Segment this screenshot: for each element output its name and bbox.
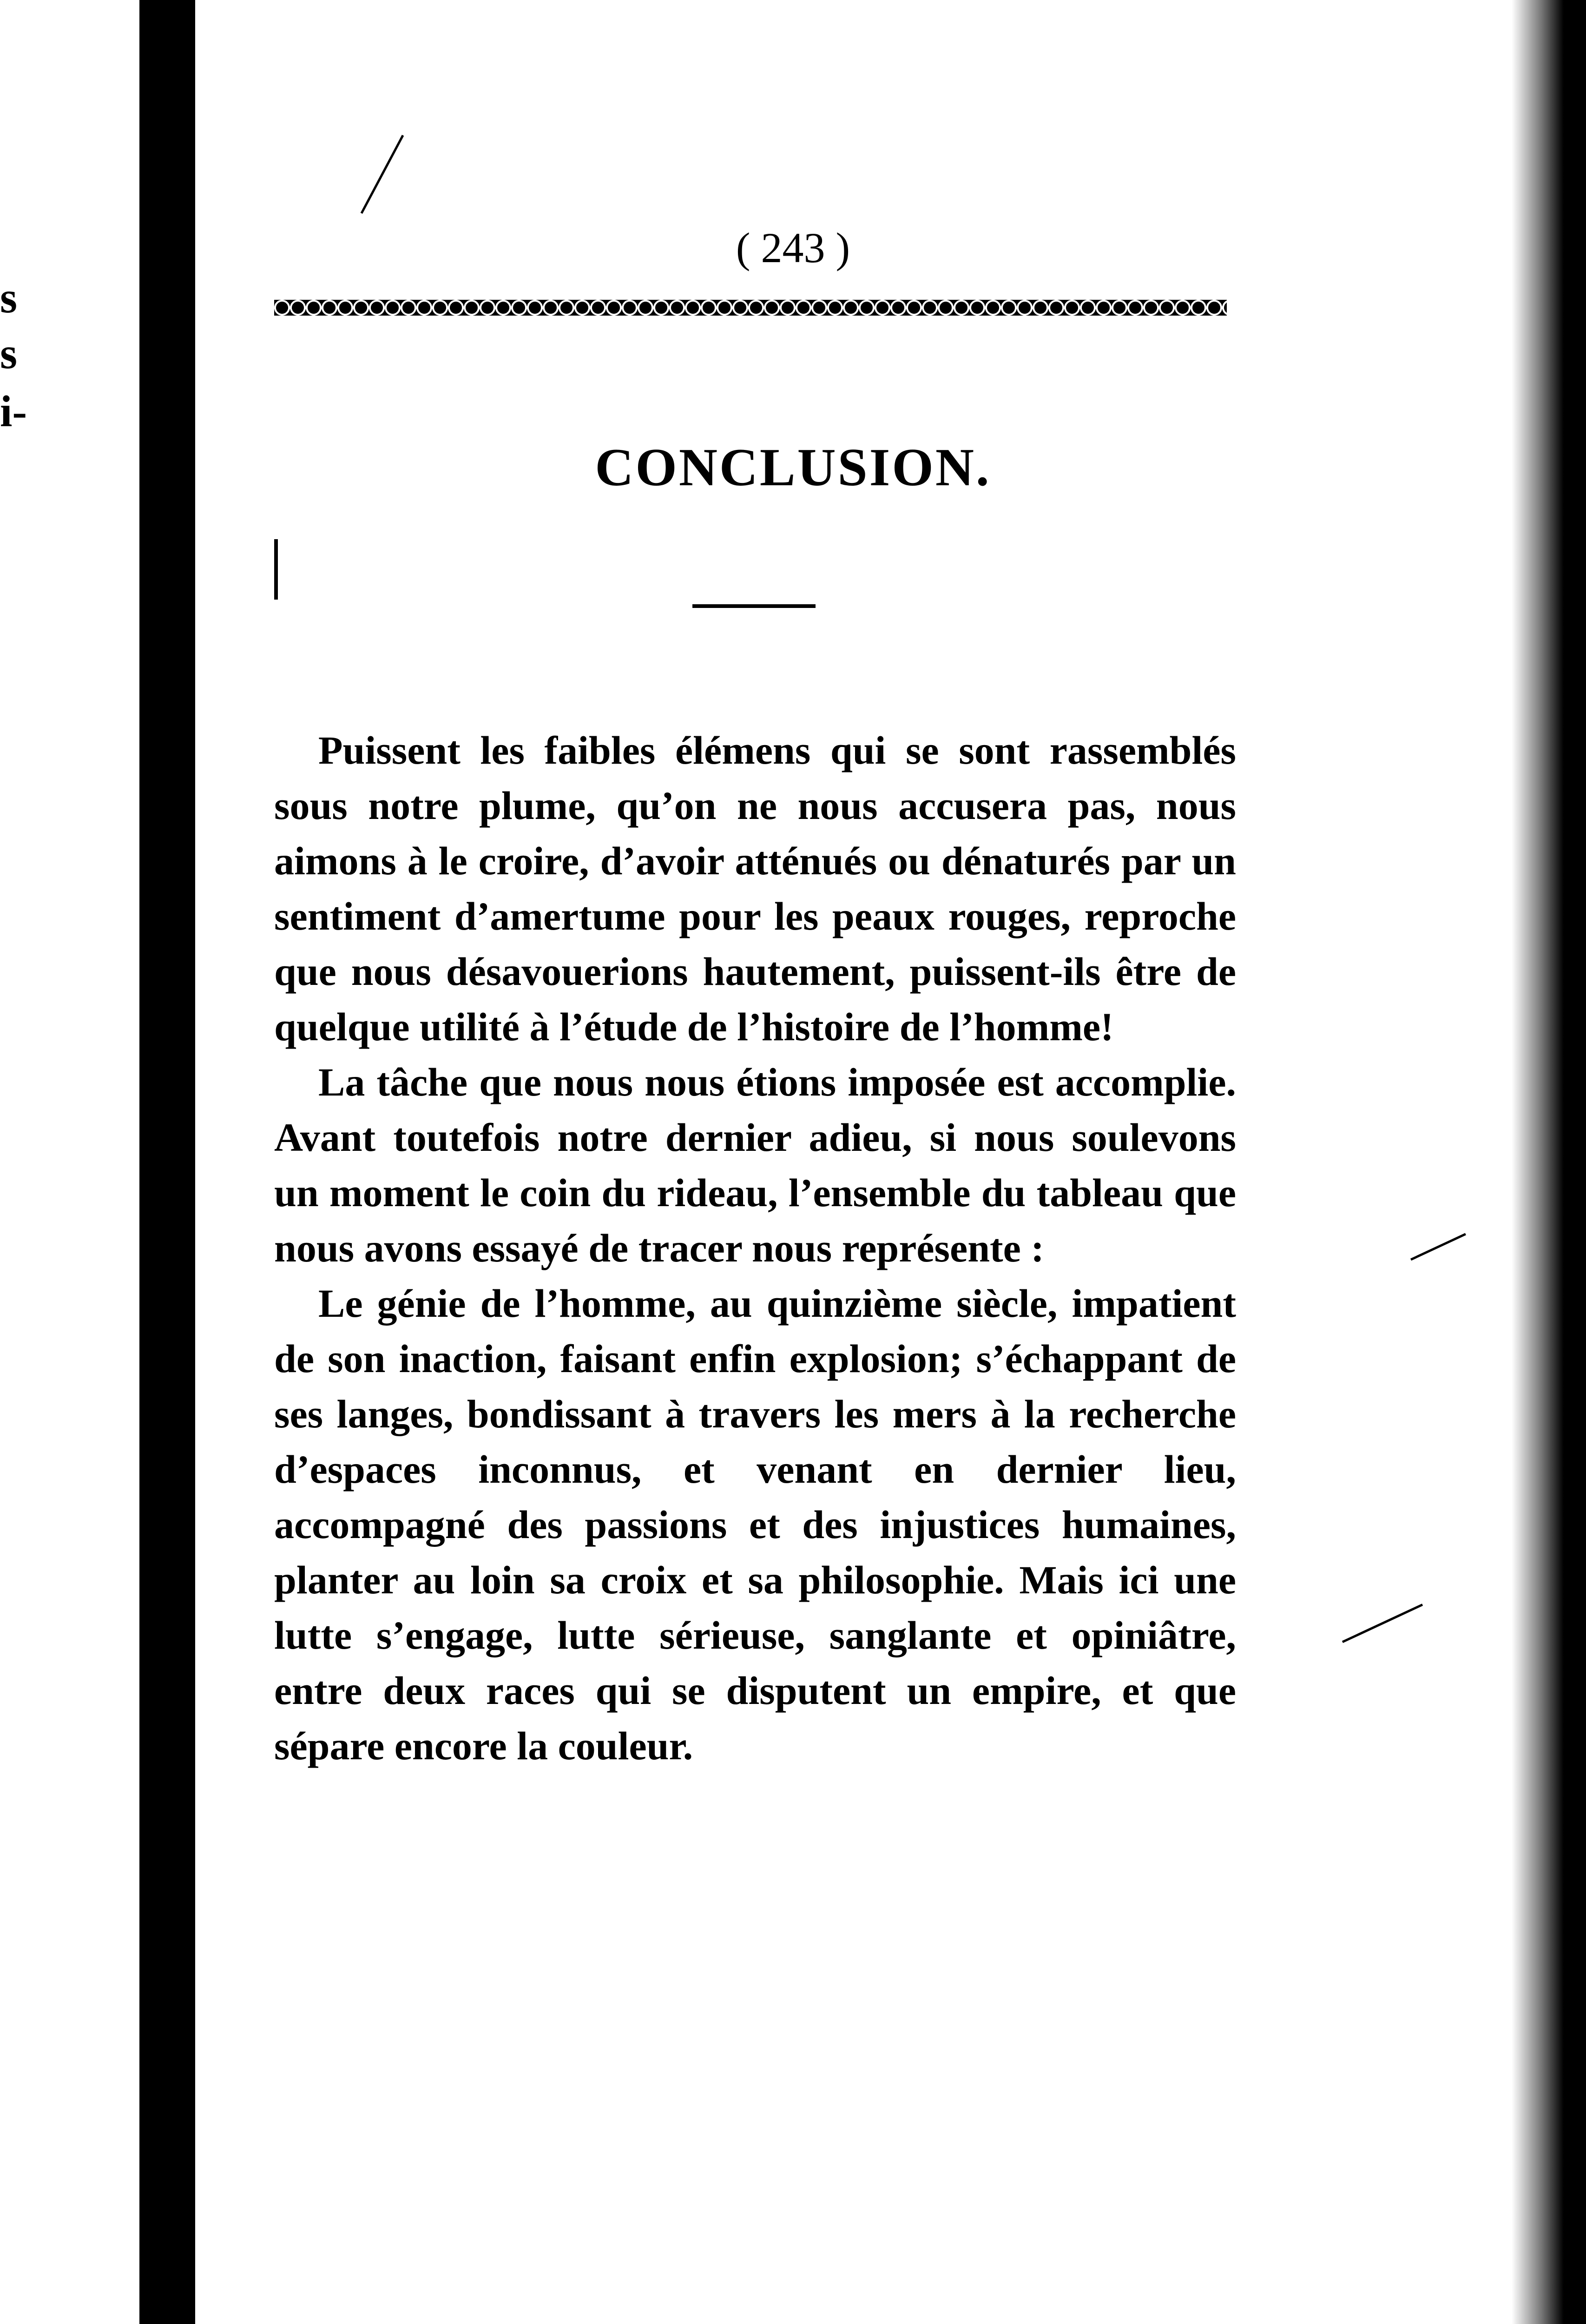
previous-page-margin — [0, 0, 139, 2324]
handwritten-mark — [274, 539, 278, 600]
page-number: ( 243 ) — [736, 224, 850, 271]
title-rule — [692, 604, 816, 608]
binding-spine — [139, 0, 202, 2324]
paragraph: Puissent les faibles élémens qui se sont rassemblés sous notre plume, qu’on ne nous accusera pas, nous aimons à le croire, d’avoir atténués ou dénaturés par un sentiment d’amertume pour les peaux rouges, reproche que nous désavouerions hautement, puissent-ils être de quelque utilité à l’étude de l’histoire de l’homme! — [274, 728, 1236, 1049]
margin-fragment: i- — [0, 387, 27, 436]
margin-fragment: s — [0, 273, 17, 322]
body-text — [274, 723, 1236, 1774]
page-right-edge — [1512, 0, 1586, 2324]
paragraph: La tâche que nous nous étions imposée est accomplie. Avant toutefois notre dernier adieu, si nous soulevons un moment le coin du rideau, l’ensemble du tableau que nous avons essayé de tracer nous représente : — [274, 1060, 1236, 1270]
chapter-title: CONCLUSION. — [595, 438, 991, 497]
paragraph: Le génie de l’homme, au quinzième siècle, impatient de son inaction, faisant enfin explosion; s’échappant de ses langes, bondissant à travers les mers à la recherche d’espaces inconnus, et venant en dernier lieu, accompagné des passions et des injustices humaines, planter au loin sa croix et sa philosophie. Mais ici une lutte s’engage, lutte sérieuse, sanglante et opiniâtre, entre deux races qui se disputent un empire, et que sépare encore la couleur. — [274, 1281, 1236, 1768]
margin-fragment: s — [0, 329, 17, 378]
decorative-dotted-rule — [274, 300, 1227, 316]
